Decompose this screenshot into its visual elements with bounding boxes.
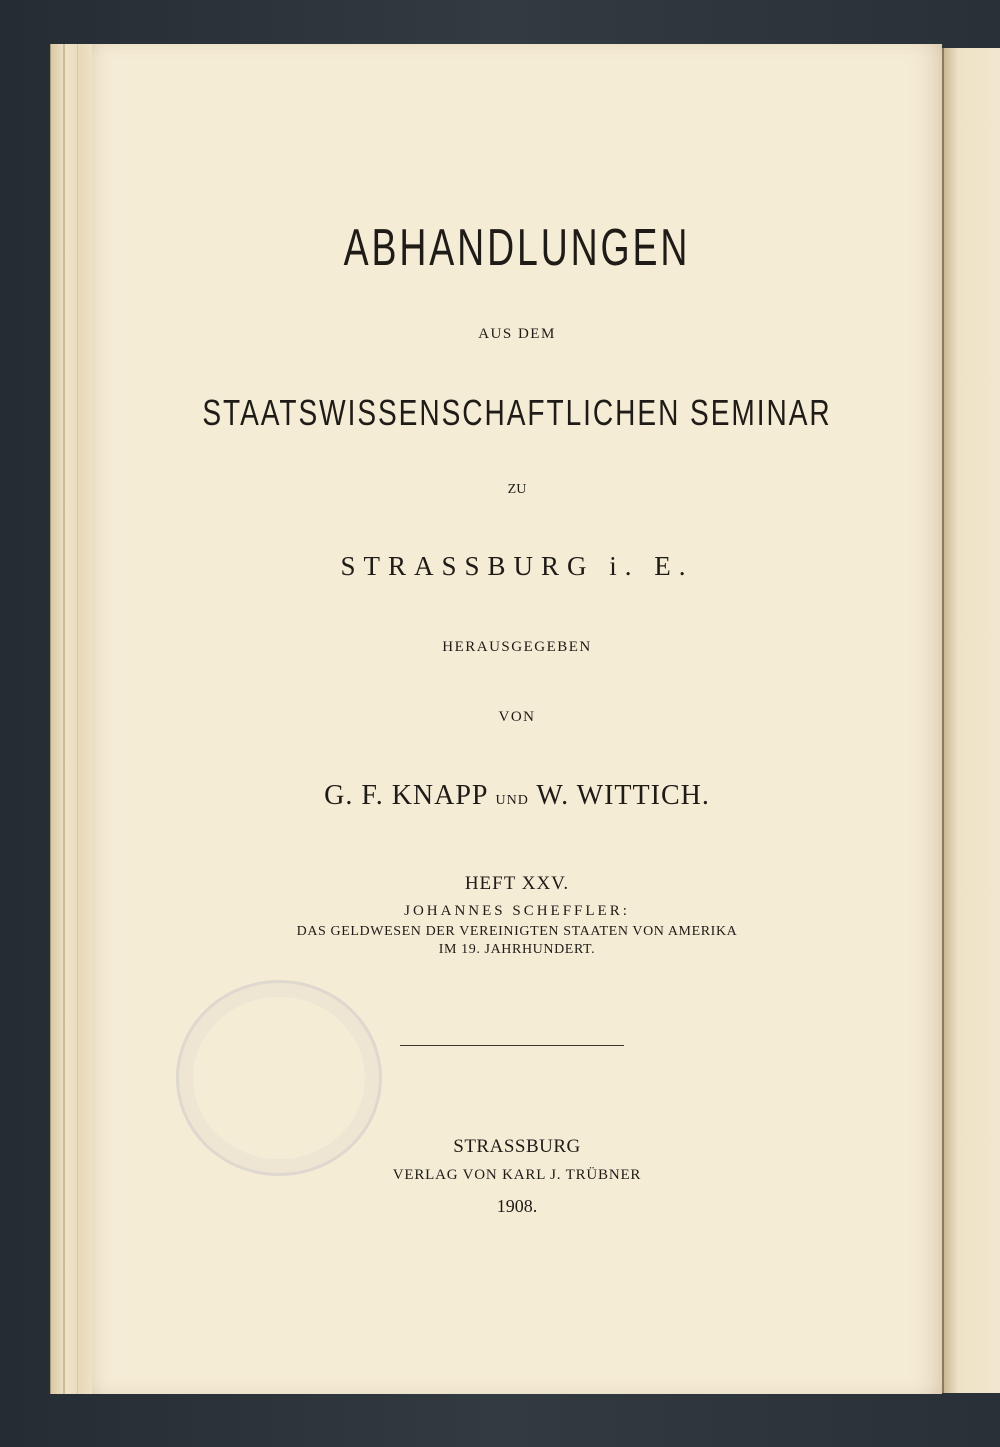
zu-line: ZU [507, 482, 527, 497]
von-line: VON [498, 709, 536, 725]
volume-title-line-2: IM 19. JAHRHUNDERT. [438, 942, 596, 957]
editor-wittich: W. WITTICH. [536, 780, 710, 811]
herausgegeben-line: HERAUSGEGEBEN [442, 639, 592, 655]
editors-conjunction: UND [495, 793, 529, 808]
publisher-place: STRASSBURG [453, 1136, 581, 1157]
editors-line [92, 780, 942, 812]
volume-author: JOHANNES SCHEFFLER: [404, 903, 630, 919]
facing-page-edge [942, 48, 1000, 1393]
seminar-city: STRASSBURG i. E. [340, 551, 694, 581]
editor-knapp: G. F. KNAPP [324, 780, 488, 811]
series-title: ABHANDLUNGEN [343, 219, 691, 277]
aus-dem-line: AUS DEM [478, 326, 556, 342]
volume-title-line-1: DAS GELDWESEN DER VEREINIGTEN STAATEN VON AMERIKA [296, 924, 738, 939]
publisher-name: VERLAG VON KARL J. TRÜBNER [392, 1167, 642, 1183]
publication-year: 1908. [496, 1196, 538, 1216]
volume-number: HEFT XXV. [464, 873, 570, 894]
seminar-name: STAATSWISSENSCHAFTLICHEN SEMINAR [202, 392, 832, 433]
divider-rule [400, 1045, 624, 1046]
